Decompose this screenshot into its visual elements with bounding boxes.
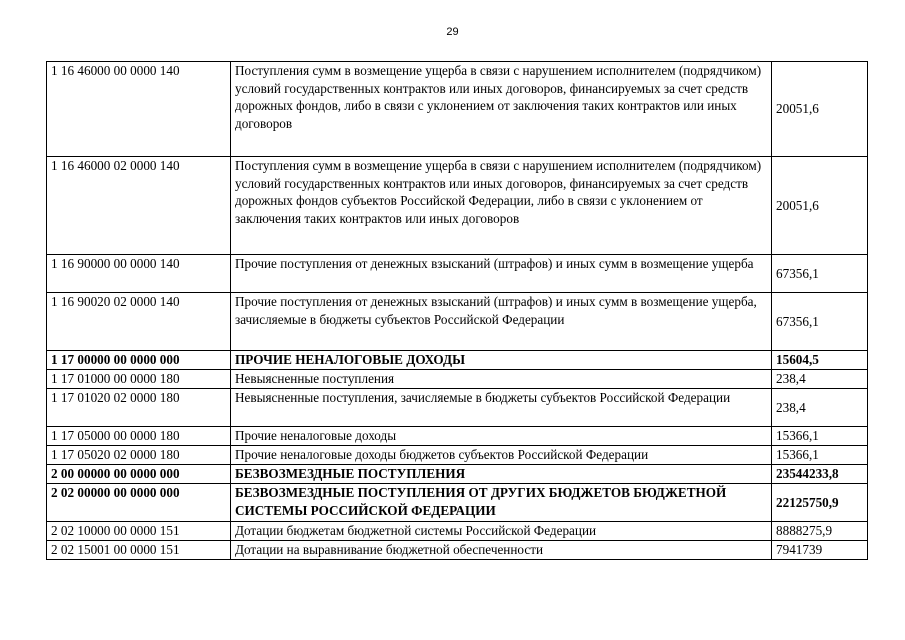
- row-amount: 67356,1: [772, 293, 868, 351]
- row-name: ПРОЧИЕ НЕНАЛОГОВЫЕ ДОХОДЫ: [231, 351, 772, 370]
- table-row: [47, 370, 868, 389]
- row-code: 2 02 15001 00 0000 151: [47, 541, 231, 560]
- row-name: Дотации бюджетам бюджетной системы Российской Федерации: [231, 522, 772, 541]
- row-code: 1 17 01020 02 0000 180: [47, 389, 231, 427]
- row-name: Невыясненные поступления, зачисляемые в бюджеты субъектов Российской Федерации: [231, 389, 772, 427]
- row-code: 1 17 01000 00 0000 180: [47, 370, 231, 389]
- row-amount: 22125750,9: [772, 484, 868, 522]
- row-code: 2 00 00000 00 0000 000: [47, 465, 231, 484]
- table-row: [47, 293, 868, 351]
- page-number: 29: [446, 26, 459, 38]
- row-amount: 8888275,9: [772, 522, 868, 541]
- table-row: [47, 255, 868, 293]
- row-code: 1 16 90020 02 0000 140: [47, 293, 231, 351]
- row-amount: 238,4: [772, 370, 868, 389]
- table-row: [47, 427, 868, 446]
- row-code: 1 16 90000 00 0000 140: [47, 255, 231, 293]
- row-code: 2 02 10000 00 0000 151: [47, 522, 231, 541]
- row-amount: 238,4: [772, 389, 868, 427]
- row-name: Поступления сумм в возмещение ущерба в связи с нарушением исполнителем (подрядчиком) условий государственных контрактов или иных договоров, финансируемых за счет средств дорожных фондов субъектов Российской Федерации, либо в связи с уклонением от заключения таких контрактов или иных договоров: [231, 157, 772, 255]
- row-code: 1 17 00000 00 0000 000: [47, 351, 231, 370]
- row-code: 1 17 05000 00 0000 180: [47, 427, 231, 446]
- row-amount: 20051,6: [772, 157, 868, 255]
- table-row: [47, 351, 868, 370]
- row-name: Дотации на выравнивание бюджетной обеспеченности: [231, 541, 772, 560]
- row-amount: 15604,5: [772, 351, 868, 370]
- row-amount: 20051,6: [772, 62, 868, 157]
- row-name: Прочие поступления от денежных взысканий (штрафов) и иных сумм в возмещение ущерба: [231, 255, 772, 293]
- table-row: [47, 484, 868, 522]
- row-name: Прочие поступления от денежных взысканий (штрафов) и иных сумм в возмещение ущерба, зачисляемые в бюджеты субъектов Российской Федерации: [231, 293, 772, 351]
- table-row: [47, 157, 868, 255]
- row-name: Поступления сумм в возмещение ущерба в связи с нарушением исполнителем (подрядчиком) условий государственных контрактов или иных договоров, финансируемых за счет средств дорожных фондов, либо в связи с уклонением от заключения таких контрактов или иных договоров: [231, 62, 772, 157]
- table-row: [47, 389, 868, 427]
- row-code: 1 16 46000 00 0000 140: [47, 62, 231, 157]
- table-row: [47, 446, 868, 465]
- row-name: Невыясненные поступления: [231, 370, 772, 389]
- table-row: [47, 522, 868, 541]
- table-row: [47, 62, 868, 157]
- table-row: [47, 541, 868, 560]
- row-amount: 7941739: [772, 541, 868, 560]
- row-amount: 23544233,8: [772, 465, 868, 484]
- row-code: 1 16 46000 02 0000 140: [47, 157, 231, 255]
- row-amount: 15366,1: [772, 446, 868, 465]
- budget-revenue-table: [46, 61, 868, 560]
- row-code: 2 02 00000 00 0000 000: [47, 484, 231, 522]
- row-name: Прочие неналоговые доходы: [231, 427, 772, 446]
- row-amount: 67356,1: [772, 255, 868, 293]
- row-name: БЕЗВОЗМЕЗДНЫЕ ПОСТУПЛЕНИЯ ОТ ДРУГИХ БЮДЖЕТОВ БЮДЖЕТНОЙ СИСТЕМЫ РОССИЙСКОЙ ФЕДЕРАЦИИ: [231, 484, 772, 522]
- row-name: БЕЗВОЗМЕЗДНЫЕ ПОСТУПЛЕНИЯ: [231, 465, 772, 484]
- table-row: [47, 465, 868, 484]
- row-amount: 15366,1: [772, 427, 868, 446]
- row-name: Прочие неналоговые доходы бюджетов субъектов Российской Федерации: [231, 446, 772, 465]
- row-code: 1 17 05020 02 0000 180: [47, 446, 231, 465]
